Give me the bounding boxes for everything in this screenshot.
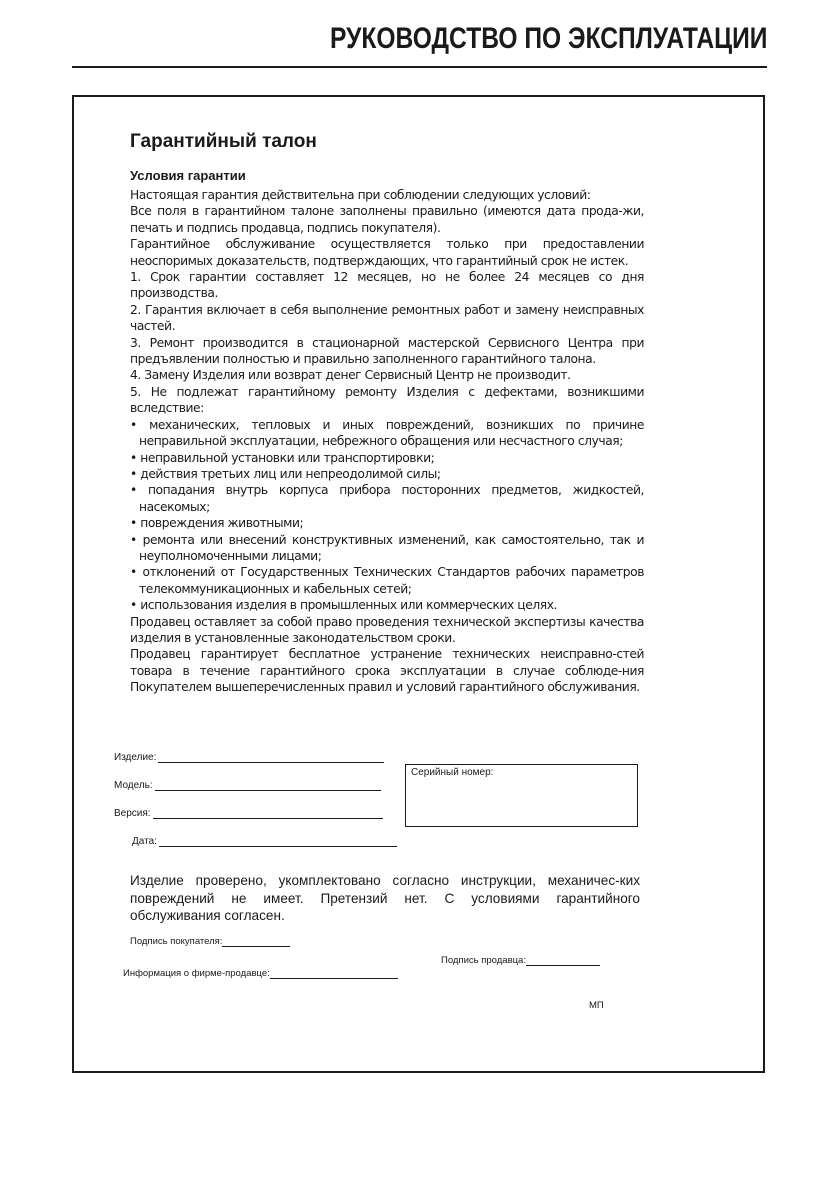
condition-paragraph: 2. Гарантия включает в себя выполнение ремонтных работ и замену неисправных частей.: [130, 302, 644, 334]
condition-bullet-item: • отклонений от Государственных Технических Стандартов рабочих параметров телекоммуникационных и кабельных сетей;: [130, 565, 644, 596]
condition-bullet-item: • попадания внутрь корпуса прибора посторонних предметов, жидкостей, насекомых;: [130, 483, 644, 514]
seller-signature-label: Подпись продавца:: [441, 955, 526, 966]
condition-bullet-item: • ремонта или внесений конструктивных изменений, как самостоятельно, так и неуполномоченными лицами;: [130, 532, 644, 563]
version-input-line[interactable]: [153, 808, 383, 819]
product-field[interactable]: [114, 752, 384, 763]
condition-paragraph: Продавец оставляет за собой право проведения технической экспертизы качества изделия в установленные законодательством сроки.: [130, 614, 644, 645]
date-label: Дата:: [132, 836, 157, 847]
condition-bullet-item: • механических, тепловых и иных повреждений, возникших по причине неправильной эксплуатации, небрежного обращения или несчастного случая;: [130, 417, 644, 449]
header-divider: [72, 66, 767, 68]
condition-paragraph: Настоящая гарантия действительна при соблюдении следующих условий:: [130, 188, 591, 202]
condition-bullet-item: • использования изделия в промышленных или коммерческих целях.: [130, 598, 557, 613]
model-field[interactable]: [114, 780, 381, 791]
serial-number-box[interactable]: [405, 764, 638, 827]
condition-paragraph: 5. Не подлежат гарантийному ремонту Изделия с дефектами, возникшими вследствие:: [130, 384, 644, 416]
condition-bullet-item: • повреждения животными;: [130, 516, 304, 531]
version-field[interactable]: [114, 808, 383, 819]
buyer-signature-label: Подпись покупателя:: [130, 936, 223, 947]
warranty-conditions-text: [130, 187, 644, 696]
condition-paragraph: 1. Срок гарантии составляет 12 месяцев, но не более 24 месяцев со дня производства.: [130, 270, 644, 301]
condition-bullet-item: • неправильной установки или транспортировки;: [130, 450, 435, 465]
warranty-card: [72, 95, 765, 1073]
seller-info-line[interactable]: [270, 969, 398, 979]
serial-number-label: Серийный номер:: [411, 767, 494, 778]
buyer-signature-field[interactable]: [130, 936, 290, 947]
seller-info-label: Информация о фирме-продавце:: [123, 968, 270, 979]
date-input-line[interactable]: [159, 836, 397, 847]
buyer-signature-line[interactable]: [222, 937, 290, 947]
warranty-conditions-heading: Условия гарантии: [130, 168, 246, 183]
seller-signature-field[interactable]: [441, 955, 600, 966]
warranty-card-title: Гарантийный талон: [130, 131, 317, 152]
condition-paragraph: Гарантийное обслуживание осуществляется только при предоставлении неоспоримых доказательств, подтверждающих, что гарантийный срок не истек.: [130, 237, 644, 268]
condition-paragraph: Продавец гарантирует бесплатное устранение технических неисправно-стей товара в течение гарантийного срока эксплуатации в случае соблюде-ния Покупателем вышеперечисленных правил и условий гарантийного обслуживания.: [130, 647, 644, 695]
condition-paragraph: 4. Замену Изделия или возврат денег Сервисный Центр не производит.: [130, 368, 571, 383]
product-input-line[interactable]: [158, 752, 384, 763]
condition-paragraph: 3. Ремонт производится в стационарной мастерской Сервисного Центра при предъявлении полностью и правильно заполненного гарантийного талона.: [130, 335, 644, 367]
stamp-placeholder: МП: [589, 1000, 604, 1011]
condition-bullet-item: • действия третьих лиц или непреодолимой силы;: [130, 466, 441, 481]
condition-paragraph: Все поля в гарантийном талоне заполнены правильно (имеются дата прода-жи, печать и подпись продавца, подпись покупателя).: [130, 204, 644, 235]
seller-signature-line[interactable]: [526, 956, 600, 966]
model-input-line[interactable]: [155, 780, 381, 791]
page-header-title: РУКОВОДСТВО ПО ЭКСПЛУАТАЦИИ: [329, 22, 767, 55]
inspection-statement: Изделие проверено, укомплектовано согласно инструкции, механичес-ких повреждений не имеет. Претензий нет. С условиями гарантийного обслуживания согласен.: [130, 873, 640, 923]
date-field[interactable]: [132, 836, 397, 847]
model-label: Модель:: [114, 780, 153, 791]
seller-info-field[interactable]: [123, 968, 398, 979]
version-label: Версия:: [114, 808, 151, 819]
product-label: Изделие:: [114, 752, 157, 763]
